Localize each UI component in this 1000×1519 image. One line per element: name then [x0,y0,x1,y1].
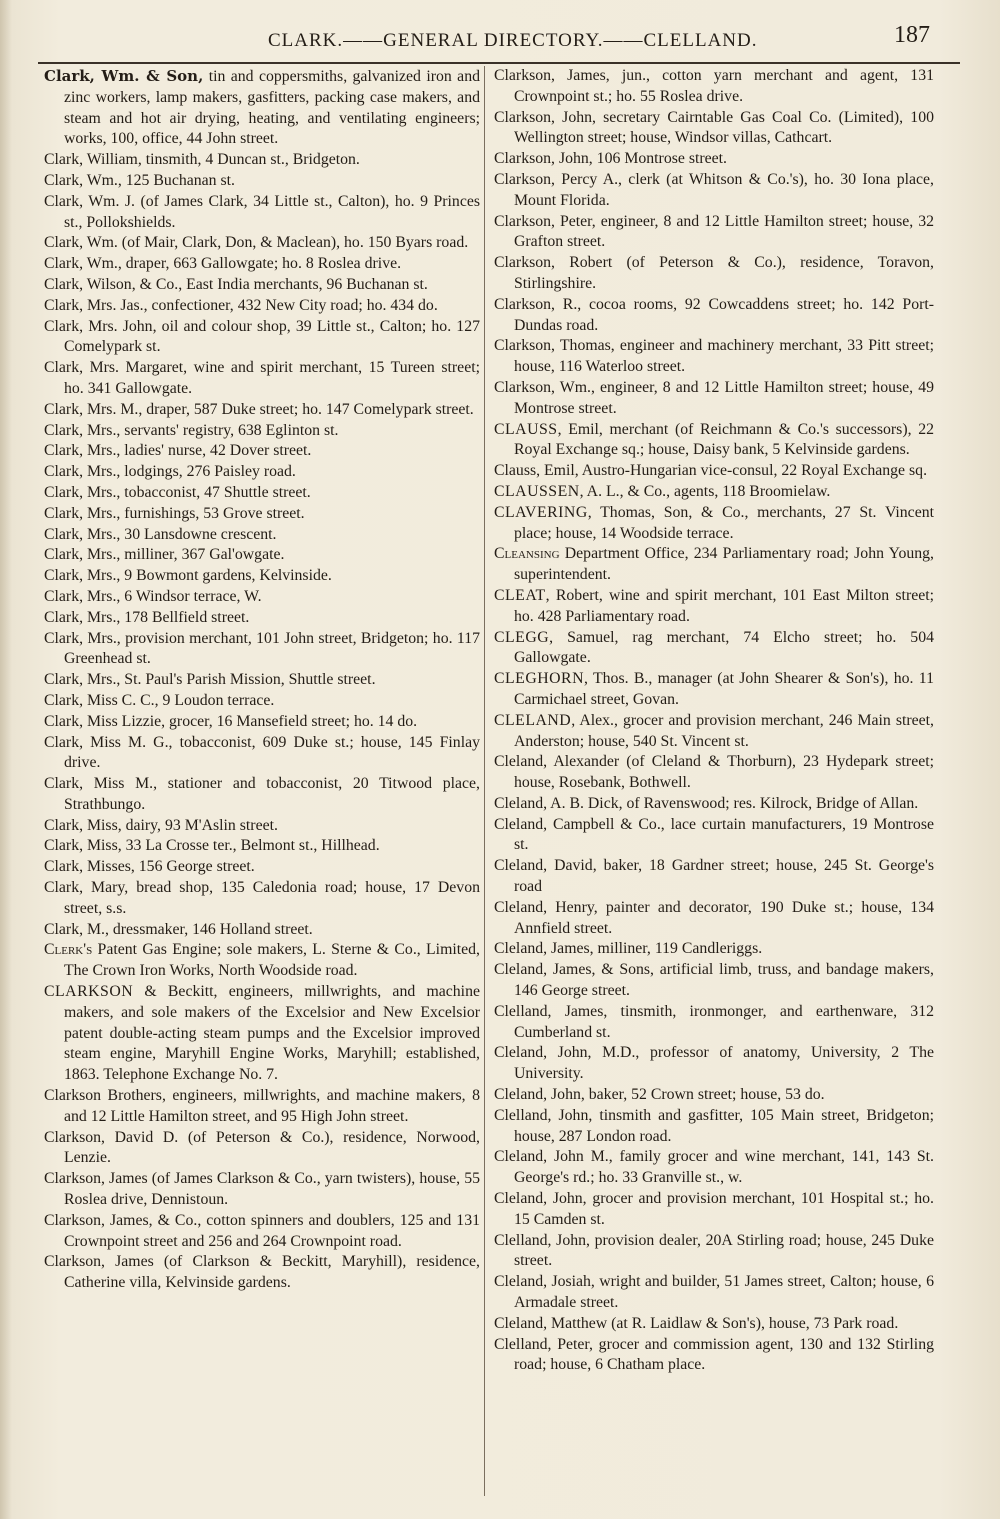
directory-entry: Clark, Miss, dairy, 93 M'Aslin street. [44,816,278,834]
directory-entry: Clarkson, R., cocoa rooms, 92 Cowcaddens street; ho. 142 Port-Dundas road. [494,295,934,334]
page-header [0,22,1000,58]
running-title: CLARK.——GENERAL DIRECTORY.——CLELLAND. [268,30,758,51]
directory-entry: Clark, Wm. J. (of James Clark, 34 Little st., Calton), ho. 9 Princes st., Pollokshields. [44,192,480,231]
entry-heading: CLEGG [494,628,550,646]
directory-entry: Clark, Mrs., furnishings, 53 Grove street. [44,504,305,522]
directory-entry: Clark, Miss Lizzie, grocer, 16 Mansefield street; ho. 14 do. [44,712,418,730]
directory-entry [494,503,934,545]
page-number: 187 [894,22,930,48]
header-rule [38,62,960,64]
directory-entry: Clark, Mary, bread shop, 135 Caledonia road; house, 17 Devon street, s.s. [44,879,480,917]
directory-entry: Clarkson, James, jun., cotton yarn merchant and agent, 131 Crownpoint st.; ho. 55 Roslea drive. [494,67,934,105]
entry-text: , A. L., & Co., agents, 118 Broomielaw. [579,482,831,500]
directory-entry: Clark, Miss, 33 La Crosse ter., Belmont st., Hillhead. [44,837,380,855]
entry-heading: CLARKSON [44,983,134,1001]
directory-entry: Clelland, John, tinsmith and gasfitter, 105 Main street, Bridgeton; house, 287 London road. [494,1106,934,1145]
directory-entry: Clark, Mrs., 30 Lansdowne crescent. [44,525,277,543]
directory-entry [44,66,480,150]
directory-entry: Clauss, Emil, Austro-Hungarian vice-consul, 22 Royal Exchange sq. [494,462,928,480]
column-divider [484,66,485,1496]
directory-entry: Clark, Mrs., milliner, 367 Gal'owgate. [44,546,285,564]
directory-entry: Cleland, Alexander (of Cleland & Thorburn), 23 Hydepark street; house, Rosebank, Bothwell. [494,753,934,792]
entry-heading: CLEAT [494,586,546,604]
directory-entry: Cleland, Matthew (at R. Laidlaw & Son's), house, 73 Park road. [494,1314,899,1332]
directory-entry: Clark, Miss M. G., tobacconist, 609 Duke st.; house, 145 Finlay drive. [44,733,480,772]
entry-text: Patent Gas Engine; sole makers, L. Sterne & Co., Limited, The Crown Iron Works, North Woodside road. [64,941,480,980]
directory-entry: Clarkson, Thomas, engineer and machinery merchant, 33 Pitt street; house, 116 Waterloo street. [494,337,934,376]
directory-entry: Clark, Wm. (of Mair, Clark, Don, & Maclean), ho. 150 Byars road. [44,234,469,252]
directory-entry [494,586,934,628]
directory-entry: Clark, Wilson, & Co., East India merchants, 96 Buchanan st. [44,275,428,293]
entry-heading: Clark, Wm. & Son, [44,67,204,85]
directory-entry: Clarkson, Peter, engineer, 8 and 12 Little Hamilton street; house, 32 Grafton street. [494,212,934,251]
directory-entry: Clark, Mrs., 178 Bellfield street. [44,608,250,626]
directory-entry [494,420,934,462]
directory-entry: Cleland, John M., family grocer and wine merchant, 141, 143 St. George's rd.; ho. 33 Granville st., w. [494,1148,934,1187]
entry-heading: CLEGHORN [494,670,585,688]
directory-entry: Clark, Wm., draper, 663 Gallowgate; ho. 8 Roslea drive. [44,255,402,273]
directory-entry: Clark, Mrs. Margaret, wine and spirit merchant, 15 Tureen street; ho. 341 Gallowgate. [44,359,480,397]
entry-heading: Cleansing [494,545,560,563]
directory-entry [494,482,934,503]
directory-entry: Cleland, James, milliner, 119 Candleriggs. [494,940,763,958]
directory-entry: Clarkson, Robert (of Peterson & Co.), residence, Toravon, Stirlingshire. [494,254,934,292]
entry-heading: CLELAND [494,711,572,729]
directory-entry: Clarkson Brothers, engineers, millwrights, and machine makers, 8 and 12 Little Hamilton street, and 95 High John street. [44,1087,480,1125]
directory-entry: Clark, Miss M., stationer and tobacconist, 20 Titwood place, Strathbungo. [44,775,480,813]
directory-entry: Clarkson, John, secretary Cairntable Gas Coal Co. (Limited), 100 Wellington street; house, Windsor villas, Cathcart. [494,108,934,147]
directory-entry: Clelland, John, provision dealer, 20A Stirling road; house, 245 Duke street. [494,1231,934,1270]
directory-entry [44,982,480,1086]
directory-entry [44,940,480,982]
directory-entry: Clark, Wm., 125 Buchanan st. [44,171,235,189]
directory-entry: Clarkson, John, 106 Montrose street. [494,150,727,168]
directory-entry: Cleland, Henry, painter and decorator, 190 Duke st.; house, 134 Annfield street. [494,898,934,937]
right-column [494,66,934,1376]
directory-entry: Cleland, David, baker, 18 Gardner street; house, 245 St. George's road [494,857,934,896]
entry-heading: CLAUSS [494,420,558,438]
directory-entry: Clark, Mrs., 9 Bowmont gardens, Kelvinside. [44,567,332,585]
directory-entry: Clark, Mrs., tobacconist, 47 Shuttle street. [44,483,311,501]
directory-entry: Clarkson, James, & Co., cotton spinners and doublers, 125 and 131 Crownpoint street and 256 and 264 Crownpoint road. [44,1211,480,1250]
directory-entry: Clark, Mrs., servants' registry, 638 Eglinton st. [44,421,339,439]
directory-entry: Clelland, James, tinsmith, ironmonger, and earthenware, 312 Cumberland st. [494,1002,934,1041]
directory-entry: Clark, William, tinsmith, 4 Duncan st., Bridgeton. [44,151,360,169]
left-column [44,66,480,1294]
entry-heading: CLAUSSEN [494,482,580,500]
entry-text: , Samuel, rag merchant, 74 Elcho street; ho. 504 Gallowgate. [514,628,934,667]
directory-entry: Cleland, John, grocer and provision merchant, 101 Hospital st.; ho. 15 Camden st. [494,1190,934,1228]
directory-entry: Cleland, John, baker, 52 Crown street; house, 53 do. [494,1086,825,1104]
directory-entry: Clark, Mrs., ladies' nurse, 42 Dover street. [44,442,312,460]
directory-entry: Clark, Mrs. M., draper, 587 Duke street; ho. 147 Comelypark street. [44,400,474,418]
directory-entry: Clark, Mrs., lodgings, 276 Paisley road. [44,463,296,481]
entry-text: & Beckitt, engineers, millwrights, and machine makers, and sole makers of the Excelsior and New Excelsior patent double-acting steam pumps and the Excelsior improved steam engine, Maryhill Engine Works, Maryhill; established, 1863. Telephone Exchange No. 7. [64,983,480,1084]
directory-entry: Clarkson, James (of James Clarkson & Co., yarn twisters), house, 55 Roslea drive, Dennistoun. [44,1170,480,1209]
directory-entry [494,669,934,711]
entry-text: tin and coppersmiths, galvanized iron and zinc workers, lamp makers, gasfitters, packing case makers, and steam and hot air drying, heating, and ventilating engineers; works, 100, office, 44 John street. [64,68,480,148]
directory-entry: Clarkson, Percy A., clerk (at Whitson & Co.'s), ho. 30 Iona place, Mount Florida. [494,170,934,209]
directory-entry: Clark, Mrs. Jas., confectioner, 432 New City road; ho. 434 do. [44,296,438,314]
directory-entry: Clark, Mrs., 6 Windsor terrace, W. [44,587,262,605]
entry-heading: CLAVERING [494,503,588,521]
directory-entry: Clarkson, Wm., engineer, 8 and 12 Little Hamilton street; house, 49 Montrose street. [494,378,934,417]
directory-entry: Clark, Mrs., St. Paul's Parish Mission, Shuttle street. [44,671,376,689]
directory-entry: Clark, Mrs., provision merchant, 101 John street, Bridgeton; ho. 117 Greenhead st. [44,629,480,668]
entry-text: Department Office, 234 Parliamentary road; John Young, superintendent. [514,545,934,584]
directory-entry: Clark, Mrs. John, oil and colour shop, 39 Little st., Calton; ho. 127 Comelypark st. [44,317,480,356]
directory-entry: Clark, Miss C. C., 9 Loudon terrace. [44,691,275,709]
directory-entry [494,544,934,586]
entry-text: , Emil, merchant (of Reichmann & Co.'s successors), 22 Royal Exchange sq.; house, Daisy bank, 5 Kelvinside gardens. [514,420,934,459]
directory-entry: Cleland, John, M.D., professor of anatomy, University, 2 The University. [494,1044,934,1083]
directory-entry: Clarkson, James (of Clarkson & Beckitt, Maryhill), residence, Catherine villa, Kelvinside gardens. [44,1253,480,1292]
directory-entry [494,628,934,670]
entry-heading: Clerk's [44,941,93,959]
directory-entry: Cleland, James, & Sons, artificial limb, truss, and bandage makers, 146 George street. [494,961,934,1000]
directory-entry: Cleland, Campbell & Co., lace curtain manufacturers, 19 Montrose st. [494,815,934,854]
directory-entry: Clark, M., dressmaker, 146 Holland street. [44,920,313,938]
entry-text: , Robert, wine and spirit merchant, 101 East Milton street; ho. 428 Parliamentary road. [514,586,934,625]
directory-entry: Clark, Misses, 156 George street. [44,858,255,876]
entry-text: , Thomas, Son, & Co., merchants, 27 St. Vincent place; house, 14 Woodside terrace. [514,503,934,542]
page-edge-shadow [0,0,12,1519]
directory-entry: Cleland, Josiah, wright and builder, 51 James street, Calton; house, 6 Armadale street. [494,1273,934,1312]
entry-text: , Alex., grocer and provision merchant, 246 Main street, Anderston; house, 540 St. Vincent st. [514,711,934,750]
entry-text: , Thos. B., manager (at John Shearer & Son's), ho. 11 Carmichael street, Govan. [514,670,934,708]
directory-entry: Clelland, Peter, grocer and commission agent, 130 and 132 Stirling road; house, 6 Chatham place. [494,1335,934,1374]
directory-entry: Clarkson, David D. (of Peterson & Co.), residence, Norwood, Lenzie. [44,1128,480,1167]
directory-entry [494,711,934,753]
directory-entry: Cleland, A. B. Dick, of Ravenswood; res. Kilrock, Bridge of Allan. [494,794,919,812]
